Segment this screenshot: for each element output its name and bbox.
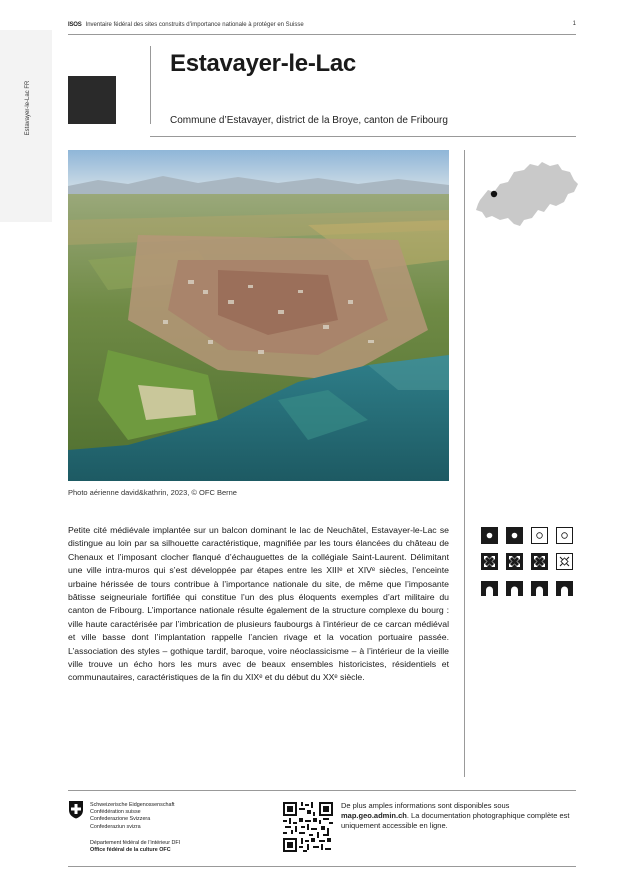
rating-arch-filled-1: [481, 579, 498, 596]
rating-cross-outline-4: [556, 553, 573, 570]
rating-cross-filled-3: [531, 553, 548, 570]
federation-names: [90, 802, 175, 831]
rating-square-filled-2: [506, 527, 523, 544]
rating-cross-filled-1: [481, 553, 498, 570]
qr-code-icon[interactable]: [283, 802, 333, 852]
federation-line-de: Schweizerische Eidgenossenschaft: [90, 802, 175, 808]
rating-square-outline-4: [556, 527, 573, 544]
title-rule: [150, 136, 576, 137]
top-bar: [68, 18, 576, 32]
more-info-text: [341, 801, 576, 831]
federation-line-it: Confederazione Svizzera: [90, 816, 151, 823]
column-divider: [464, 150, 465, 777]
rating-cross-filled-2: [506, 553, 523, 570]
office-name: Office fédéral de la culture OFC: [90, 847, 171, 854]
location-marker: [491, 191, 497, 197]
page-subtitle: Commune d’Estavayer, district de la Broye, canton de Fribourg: [170, 115, 448, 126]
department-name: Département fédéral de l’intérieur DFI: [90, 840, 181, 846]
isos-logo: ISOS: [68, 22, 82, 28]
site-description: Petite cité médiévale implantée sur un balcon dominant le lac de Neuchâtel, Estavayer-le-Lac se distingue au loin par sa silhouette caractéristique, magnifiée par les tours élancées du château de Chenaux et l’imposant clocher flanqué d’échauguettes de la collégiale Saint-Laurent. Délimitant une ville intra-muros qui s’est développée par étapes entre les XIIIᵉ et XIVᵉ siècles, l’enceinte urbaine hérissée de tours contribue à l’importance nationale du site, de même que l’imposante bâtisse seigneuriale fortifiée qui constitue l’un des plus éloquents exemples d’art militaire du canton de Fribourg. L’importance nationale résulte également de la structure complexe du bourg : ville haute caractérisée par l’imbrication de plusieurs faubourgs à l’intérieur de ce carcan médiéval et ville basse dont l’implantation rappelle l’ancien rivage et la vocation portuaire passée. L’association des styles – gothique tardif, baroque, voire néoclassicisme – à l’intérieur de la vieille ville trouve un écho hors les murs avec de beaux ensembles historicistes, résidentiels et communautaires, caractéristiques de la fin du XIXᵉ et du début du XXᵉ siècle.: [68, 525, 449, 683]
title-square-mark: [68, 76, 116, 124]
footer-divider: [68, 790, 576, 791]
rating-symbols: [481, 527, 573, 596]
federation-line-fr: Confédération suisse: [90, 809, 141, 816]
rating-square-outline-3: [531, 527, 548, 544]
page-title: Estavayer-le-Lac: [170, 50, 356, 77]
top-divider: [68, 34, 576, 35]
aerial-photo: [68, 150, 449, 481]
federation-line-rm: Confederaziun svizra: [90, 823, 141, 830]
side-label: Estavayer-le-Lac FR: [25, 80, 31, 136]
switzerland-locator-map: [474, 160, 580, 232]
department-block: [90, 840, 180, 854]
photo-caption: Photo aérienne david&kathrin, 2023, © OFC Berne: [68, 488, 237, 497]
more-info-rest: . La documentation photographique complète est uniquement accessible en ligne.: [341, 811, 570, 830]
rating-square-filled-1: [481, 527, 498, 544]
page-number: 1: [572, 21, 576, 27]
bottom-divider: [68, 866, 576, 867]
rating-arch-filled-2: [506, 579, 523, 596]
rating-arch-filled-3: [531, 579, 548, 596]
map-geo-admin-link[interactable]: map.geo.admin.ch: [341, 811, 407, 820]
more-info-intro: De plus amples informations sont disponibles sous: [341, 801, 510, 810]
rating-arch-filled-4: [556, 579, 573, 596]
title-divider: [150, 46, 151, 124]
swiss-shield-icon: [68, 800, 84, 819]
inventory-title: Inventaire fédéral des sites construits d’importance nationale à protéger en Suisse: [85, 22, 304, 28]
